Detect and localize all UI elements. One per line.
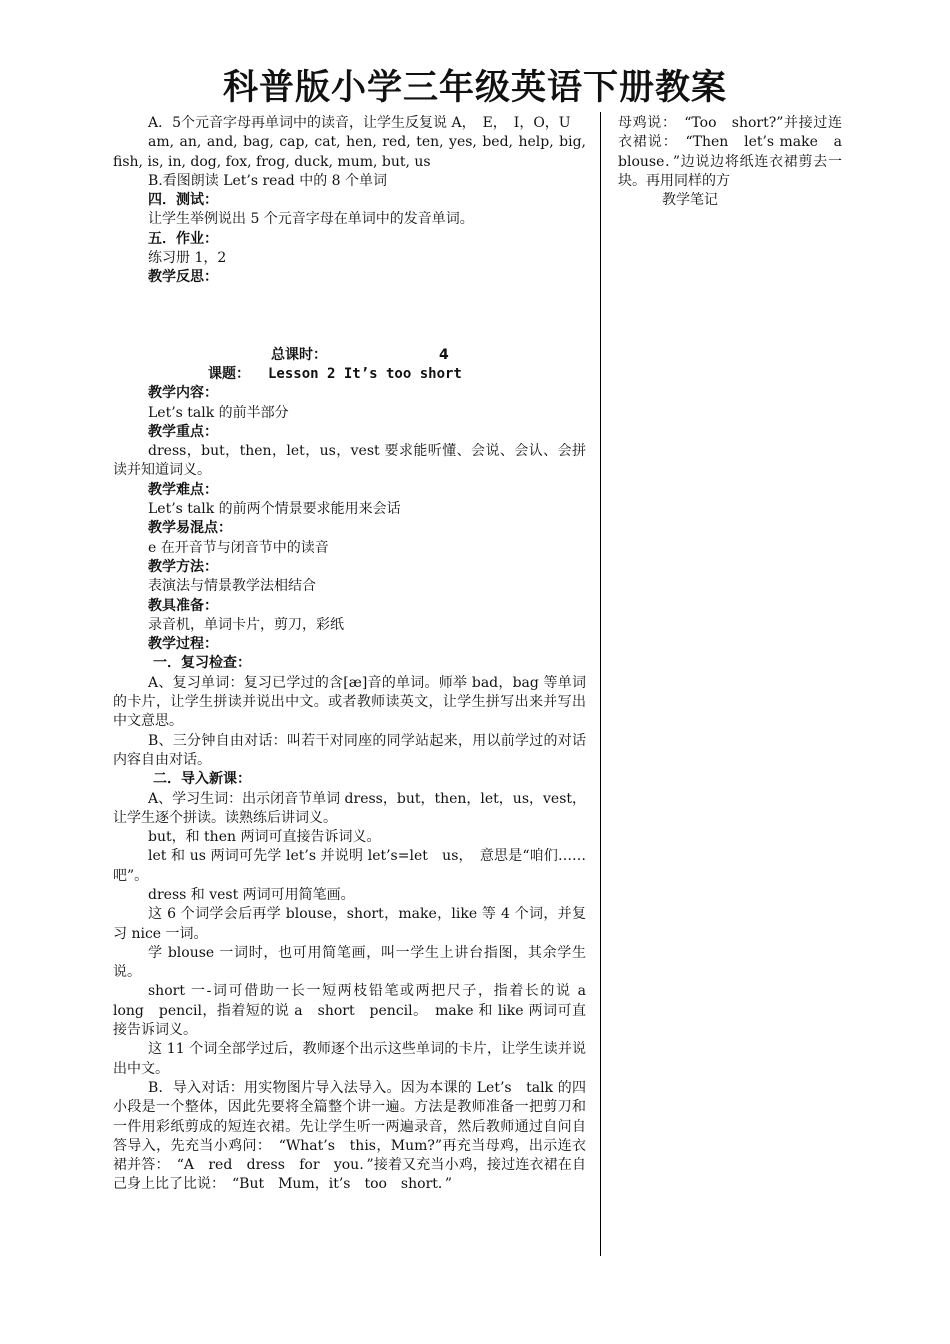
paragraph-test: 让学生举例说出 5 个元音字母在单词中的发音单词。 xyxy=(148,211,474,228)
paragraph-six-words: 这 6 个词学会后再学 blouse，short，make，like 等 4 个词，并复习 nice 一词。 xyxy=(113,906,586,942)
paragraph-homework: 练习册 1，2 xyxy=(148,250,227,267)
paragraph-new-words: A、学习生词：出示闭音节单词 dress，but，then，let，us，vest，让学生逐个拼读。读熟练后讲词义。 xyxy=(113,790,587,826)
paragraph-eleven-words: 这 11 个词全部学过后，教师逐个出示这些单词的卡片，让学生读并说出中文。 xyxy=(113,1041,586,1077)
paragraph-method: 表演法与情景教学法相结合 xyxy=(148,578,316,595)
section-new-lesson: 二．导入新课： xyxy=(153,771,251,788)
right-column xyxy=(618,114,856,210)
paragraph-confusing-points: e 在开音节与闭音节中的读音 xyxy=(148,539,329,556)
paragraph-review-a: A、复习单词：复习已学过的含[æ]音的单词。师举 bad，bag 等单词的卡片，让学生拼读并说出中文。或者教师读英文，让学生拼写出来并写出中文意思。 xyxy=(113,674,586,730)
heading-difficult-points: 教学难点： xyxy=(148,481,218,498)
total-lessons xyxy=(113,346,586,365)
heading-test: 四．测试： xyxy=(148,192,218,209)
page-title: 科普版小学三年级英语下册教案 xyxy=(222,68,727,108)
paragraph-difficult-points: Let’s talk 的前两个情景要求能用来会话 xyxy=(148,501,401,518)
paragraph-key-points: dress，but，then，let，us，vest 要求能听懂、会说、会认、会拼读并知道词义。 xyxy=(113,443,586,479)
heading-key-points: 教学重点： xyxy=(148,423,218,440)
paragraph-dress-vest: dress 和 vest 两词可用简笔画。 xyxy=(148,886,355,903)
column-divider xyxy=(600,112,601,1256)
heading-content: 教学内容： xyxy=(148,385,218,402)
paragraph-dialogue: B．导入对话：用实物图片导入法导入。因为本课的 Let’s talk 的四小段是一个整体，因此先要将全篇整个讲一遍。方法是教师准备一把剪刀和一件用彩纸剪成的短连衣裙。先让学生听一两遍录音，然后教师通过自问自答导入，先充当小鸡问： “What’s this，Mum?”再充当母鸡，出示连衣裙并答： “A red dress for you．”接着又充当小鸡，接过连衣裙在自己身上比了比说： “But Mum，it’s too short．” xyxy=(113,1079,586,1193)
heading-process: 教学过程： xyxy=(148,636,218,653)
paragraph-read: B.看图朗读 Let’s read 中的 8 个单词 xyxy=(148,172,388,189)
teaching-notes-label: 教学笔记 xyxy=(662,192,718,209)
paragraph-continued: 母鸡说： “Too short?”并接过连衣裙说： “Then let’s make a blouse．”边说边将纸连衣裙剪去一块。再用同样的方 xyxy=(618,115,856,189)
total-lessons-label: 总课时： xyxy=(271,346,327,363)
paragraph-word-list: am, an, and, bag, cap, cat, hen, red, ten, yes, bed, help, big, fish, is, in, dog, fox, frog, duck, mum, but, us xyxy=(113,134,586,170)
paragraph-blouse: 学 blouse 一词时，也可用简笔画，叫一学生上讲台指图，其余学生说。 xyxy=(113,944,586,981)
paragraph-short: short 一-词可借助一长一短两枝铅笔或两把尺子，指着长的说 a long pencil，指着短的说 a short pencil。 make 和 like 两词可直接告诉词义。 xyxy=(113,983,600,1039)
lesson-topic-value: Lesson 2 It’s too short xyxy=(268,365,462,382)
heading-reflection: 教学反思： xyxy=(148,269,218,286)
paragraph-but-then: but，和 then 两词可直接告诉词义。 xyxy=(148,829,381,846)
left-column xyxy=(113,114,600,1195)
heading-method: 教学方法： xyxy=(148,558,218,575)
paragraph-lets: let 和 us 两词可先学 let’s 并说明 let’s=let us， 意思是“咱们……吧”。 xyxy=(113,848,586,884)
lesson-topic-label: 课题： xyxy=(208,365,250,382)
spacer xyxy=(113,288,586,346)
heading-confusing-points: 教学易混点： xyxy=(148,520,232,537)
heading-tools: 教具准备： xyxy=(148,597,218,614)
total-lessons-value: 4 xyxy=(439,346,449,363)
paragraph-review-b: B、三分钟自由对话：叫若干对同座的同学站起来，用以前学过的对话内容自由对话。 xyxy=(113,732,586,768)
heading-homework: 五．作业： xyxy=(148,230,218,247)
paragraph-content: Let’s talk 的前半部分 xyxy=(148,404,289,421)
paragraph-tools: 录音机，单词卡片，剪刀，彩纸 xyxy=(148,616,344,633)
lesson-topic xyxy=(113,365,586,384)
paragraph-vowels: A．5个元音字母再单词中的读音，让学生反复说 A， E， I，O，U xyxy=(148,115,571,131)
section-review: 一．复习检查： xyxy=(153,655,251,672)
